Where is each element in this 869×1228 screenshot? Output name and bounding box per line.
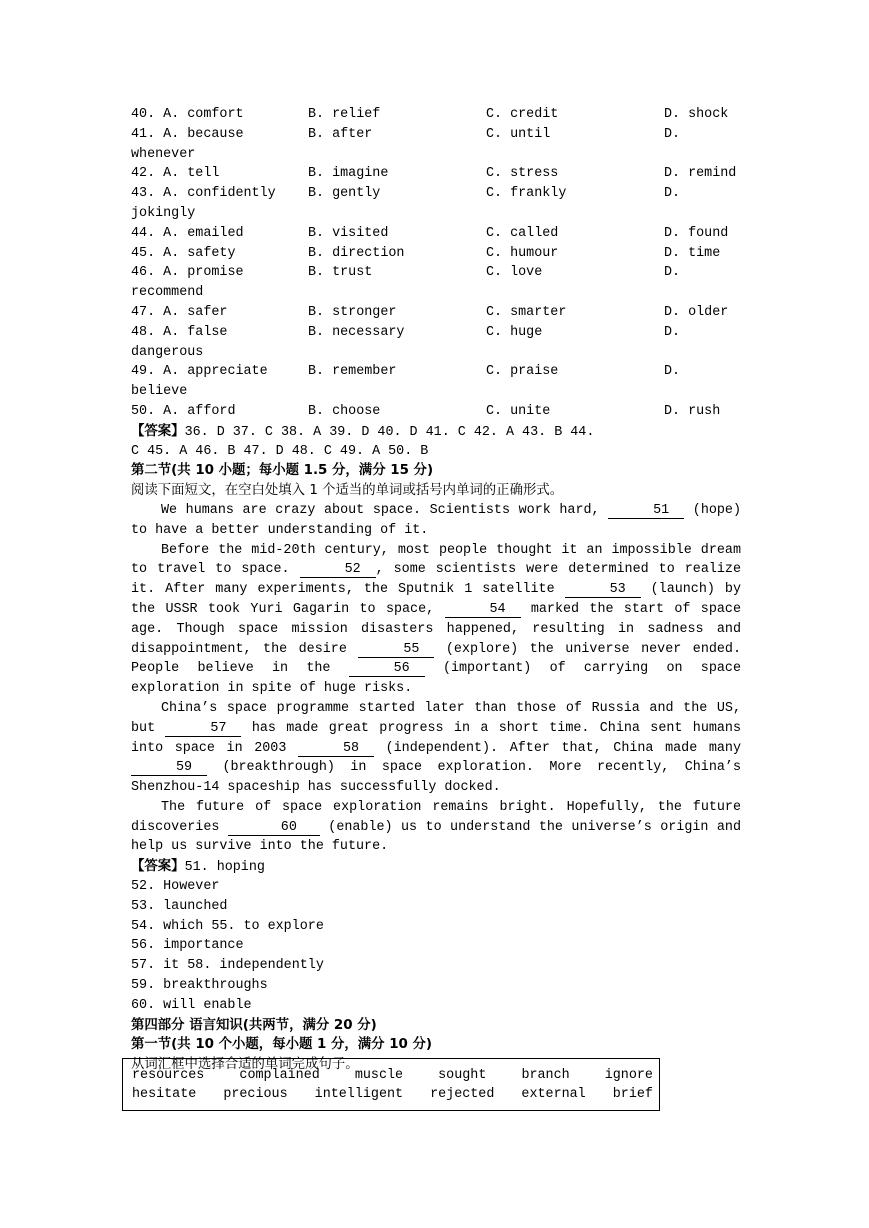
- option-c: C. frankly: [486, 186, 567, 202]
- part4-instruction: 从词汇框中选择合适的单词完成句子。: [131, 1057, 359, 1073]
- answer2-line: 53. launched: [131, 898, 228, 914]
- blank-54[interactable]: 54: [445, 602, 521, 618]
- answer-label: 【答案】: [131, 859, 185, 875]
- question-row: [131, 184, 741, 204]
- option-c: C. love: [486, 265, 543, 281]
- option-b: B. necessary: [308, 324, 405, 340]
- answer2-line: 60. will enable: [131, 997, 252, 1013]
- word-box-word: intelligent: [314, 1087, 404, 1102]
- option-c: C. huge: [486, 324, 543, 340]
- word-box-word: resources: [132, 1068, 205, 1083]
- part4-section1-heading: 第一节(共 10 个小题，每小题 1 分，满分 10 分): [131, 1037, 433, 1053]
- option-a: 41. A. because: [131, 126, 244, 142]
- option-c: C. unite: [486, 403, 551, 419]
- word-box-word: brief: [612, 1087, 653, 1102]
- passage-paragraph-1: We humans are crazy about space. Scientists work hard, 51 (hope) to have a better understanding of it.: [131, 502, 741, 538]
- option-c: C. praise: [486, 364, 559, 380]
- answer2-line: 54. which 55. to explore: [131, 918, 324, 934]
- passage-paragraph-4: The future of space exploration remains bright. Hopefully, the future discoveries 60 (enable) us to understand the universe’s origin and help us survive into the future.: [131, 799, 741, 855]
- option-c: C. smarter: [486, 304, 567, 320]
- option-b: B. visited: [308, 225, 389, 241]
- word-box-row-2: [132, 1085, 653, 1104]
- answer2-line: 57. it 58. independently: [131, 958, 324, 974]
- option-d-wrap: jokingly: [131, 205, 196, 221]
- word-box-word: muscle: [354, 1068, 404, 1083]
- word-box-word: external: [521, 1087, 586, 1102]
- section2-heading: 第二节(共 10 小题；每小题 1.5 分，满分 15 分): [131, 463, 434, 479]
- option-a: 44. A. emailed: [131, 225, 244, 241]
- question-number: 50.: [131, 403, 156, 419]
- option-b: B. gently: [308, 186, 381, 202]
- option-b: B. relief: [308, 107, 381, 122]
- question-options: [131, 105, 741, 422]
- answer-label: 【答案】: [131, 423, 185, 439]
- option-b: B. direction: [308, 245, 405, 261]
- option-a: 48. A. false: [131, 324, 228, 340]
- question-number: 45.: [131, 245, 156, 261]
- option-d-wrap: dangerous: [131, 344, 204, 360]
- option-d: D.: [664, 265, 681, 281]
- passage-paragraph-3: China’s space programme started later than those of Russia and the US, but 57 has made great progress in a short time. China sent humans into space in 2003 58 (independent). After that, China made many 59 (breakthrough) in space exploration. More recently, China’s Shenzhou-14 spaceship has successfully docked.: [131, 700, 741, 796]
- option-a: 42. A. tell: [131, 166, 220, 182]
- question-row: [131, 164, 741, 184]
- option-d: D.: [664, 126, 681, 142]
- question-row: [131, 303, 741, 323]
- word-box-word: hesitate: [132, 1087, 197, 1102]
- question-row: [131, 244, 741, 264]
- section2-instruction: 阅读下面短文，在空白处填入 1 个适当的单词或括号内单词的正确形式。: [131, 483, 564, 499]
- option-a: 49. A. appreciate: [131, 364, 268, 380]
- option-c: C. humour: [486, 245, 559, 261]
- blank-55[interactable]: 55: [358, 642, 434, 658]
- option-c: C. credit: [486, 107, 559, 122]
- blank-58[interactable]: 58: [298, 741, 374, 757]
- word-box: [122, 1058, 660, 1111]
- blank-51[interactable]: 51: [608, 503, 684, 519]
- question-row: [131, 402, 741, 422]
- part4-heading: 第四部分 语言知识(共两节，满分 20 分): [131, 1017, 377, 1033]
- blank-59[interactable]: 59: [131, 760, 207, 776]
- answer-key-line-2: C 45. A 46. B 47. D 48. C 49. A 50. B: [131, 443, 429, 459]
- option-d: D. shock: [664, 107, 729, 122]
- option-d-wrap: whenever: [131, 146, 196, 162]
- question-row: [131, 224, 741, 244]
- answer2-line: 56. importance: [131, 938, 244, 954]
- option-c: C. stress: [486, 166, 559, 182]
- option-d: D. rush: [664, 403, 721, 419]
- question-number: 47.: [131, 304, 156, 320]
- option-d: D.: [664, 324, 681, 340]
- question-number: 40.: [131, 107, 156, 122]
- option-d: D. time: [664, 245, 721, 261]
- word-box-row-1: [132, 1066, 653, 1085]
- question-row: [131, 263, 741, 283]
- answer2-line: 52. However: [131, 879, 220, 895]
- question-row: [131, 323, 741, 343]
- option-c: C. called: [486, 225, 559, 241]
- blank-53[interactable]: 53: [565, 582, 641, 598]
- option-d-wrap: believe: [131, 384, 188, 400]
- word-box-word: complained: [239, 1068, 320, 1083]
- question-row: [131, 125, 741, 145]
- option-b: B. trust: [308, 265, 373, 281]
- word-box-word: branch: [521, 1068, 570, 1083]
- blank-60[interactable]: 60: [228, 820, 320, 836]
- question-row: [131, 105, 741, 125]
- option-d: D. remind: [664, 166, 737, 182]
- option-b: B. choose: [308, 403, 381, 419]
- question-number: 43.: [131, 186, 156, 202]
- option-a: 50. A. afford: [131, 403, 236, 419]
- word-box-word: rejected: [430, 1087, 495, 1102]
- option-a: 43. A. confidently: [131, 186, 276, 202]
- question-number: 41.: [131, 126, 156, 142]
- option-d: D.: [664, 364, 681, 380]
- word-box-word: ignore: [604, 1068, 653, 1083]
- document-page: [131, 105, 741, 1075]
- answer2-line-0: 【答案】51. hoping: [131, 859, 265, 876]
- question-number: 48.: [131, 324, 156, 340]
- option-d: D. older: [664, 304, 729, 320]
- answer-key-line-1: [131, 422, 741, 442]
- answer-values: 36. D 37. C 38. A 39. D 40. D 41. C 42. A 43. B 44.: [184, 424, 595, 440]
- question-row: [131, 362, 741, 382]
- option-c: C. until: [486, 126, 551, 142]
- option-d-wrap: recommend: [131, 285, 204, 301]
- question-number: 44.: [131, 225, 156, 241]
- option-d: D. found: [664, 225, 729, 241]
- word-box-word: sought: [438, 1068, 487, 1083]
- passage-paragraph-2: Before the mid-20th century, most people thought it an impossible dream to travel to space. 52 , some scientists were determined to realize it. After many experiments, the Sputnik 1 satellite 53 (launch) by the USSR took Yuri Gagarin to space, 54 marked the start of space age. Though space mission disasters happened, resulting in sadness and disappointment, the desire 55 (explore) the universe never ended. People believe in the 56 (important) of carrying on space exploration in spite of huge risks.: [131, 542, 742, 697]
- blank-56[interactable]: 56: [349, 661, 425, 677]
- answer2-line: 59. breakthroughs: [131, 978, 268, 994]
- option-b: B. imagine: [308, 166, 389, 182]
- word-box-word: precious: [223, 1087, 288, 1102]
- option-b: B. remember: [308, 364, 397, 380]
- option-a: 45. A. safety: [131, 245, 236, 261]
- question-number: 46.: [131, 265, 156, 281]
- option-b: B. stronger: [308, 304, 397, 320]
- option-b: B. after: [308, 126, 373, 142]
- question-number: 49.: [131, 364, 156, 380]
- option-a: 40. A. comfort: [131, 107, 244, 122]
- option-a: 47. A. safer: [131, 304, 228, 320]
- option-d: D.: [664, 186, 681, 202]
- blank-52[interactable]: 52: [300, 562, 376, 578]
- option-a: 46. A. promise: [131, 265, 244, 281]
- question-number: 42.: [131, 166, 156, 182]
- blank-57[interactable]: 57: [165, 721, 241, 737]
